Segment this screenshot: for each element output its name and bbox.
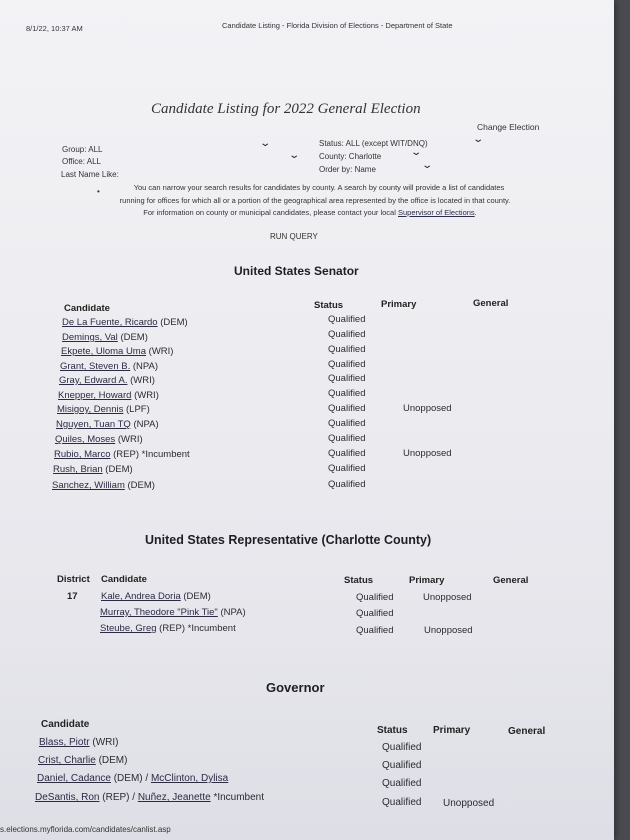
governor-status: Qualified: [382, 797, 422, 808]
senate-status: Qualified: [328, 448, 366, 459]
governor-status: Qualified: [382, 778, 422, 789]
governor-candidate[interactable]: Blass, Piotr (WRI): [39, 737, 119, 748]
senate-candidate-header: Candidate: [64, 303, 110, 314]
senate-status: Qualified: [328, 388, 366, 399]
senate-candidate[interactable]: Demings, Val (DEM): [62, 332, 148, 343]
house-candidate-header: Candidate: [101, 574, 147, 585]
last-name-label: Last Name Like:: [61, 170, 119, 179]
senate-candidate[interactable]: Sanchez, William (DEM): [52, 480, 155, 491]
supervisor-of-elections-link[interactable]: Supervisor of Elections: [397, 208, 475, 217]
senate-primary: Unopposed: [403, 448, 452, 459]
senate-candidate[interactable]: Knepper, Howard (WRI): [58, 390, 159, 401]
senate-section-title: United States Senator: [234, 264, 359, 278]
senate-primary: Unopposed: [403, 403, 452, 414]
governor-status: Qualified: [382, 742, 422, 753]
house-candidate[interactable]: Steube, Greg (REP) *Incumbent: [100, 623, 236, 634]
run-query-button[interactable]: RUN QUERY: [270, 232, 318, 241]
senate-primary-header: Primary: [381, 299, 417, 310]
house-district-header: District: [57, 574, 90, 585]
senate-status: Qualified: [328, 373, 366, 384]
print-footer-url: s.elections.myflorida.com/candidates/canlist.asp: [0, 825, 171, 834]
print-page-title: Candidate Listing - Florida Division of Elections - Department of State: [222, 21, 453, 30]
running-mate-link[interactable]: Nuñez, Jeanette: [137, 792, 211, 803]
house-status: Qualified: [356, 592, 394, 603]
order-by-filter[interactable]: Order by: Name: [319, 165, 376, 174]
house-section-title: United States Representative (Charlotte County): [145, 533, 432, 547]
governor-candidate[interactable]: Daniel, Cadance (DEM) / McClinton, Dylisa: [37, 773, 229, 784]
senate-candidate[interactable]: Misigoy, Dennis (LPF): [57, 404, 150, 415]
print-datetime: 8/1/22, 10:37 AM: [26, 24, 83, 33]
house-candidate[interactable]: Murray, Theodore "Pink Tie" (NPA): [100, 607, 246, 618]
house-primary: Unopposed: [424, 625, 473, 636]
note-line-3: [90, 208, 530, 217]
governor-candidate-header: Candidate: [41, 719, 90, 730]
senate-status: Qualified: [328, 359, 366, 370]
note-line-3-suffix: .: [474, 208, 477, 217]
house-primary: Unopposed: [423, 592, 472, 603]
senate-status: Qualified: [328, 403, 366, 414]
house-status: Qualified: [356, 625, 394, 636]
county-filter[interactable]: County: Charlotte: [319, 152, 382, 161]
house-primary-header: Primary: [409, 575, 445, 586]
governor-candidate[interactable]: DeSantis, Ron (REP) / Nuñez, Jeanette *Incumbent: [35, 792, 265, 803]
office-chevron-down-icon[interactable]: ⌄: [288, 150, 301, 161]
senate-status: Qualified: [328, 463, 366, 474]
office-filter[interactable]: Office: ALL: [62, 157, 101, 166]
county-chevron-down-icon[interactable]: ⌄: [410, 147, 423, 158]
house-district-number: 17: [67, 591, 78, 602]
senate-candidate[interactable]: Gray, Edward A. (WRI): [59, 375, 155, 386]
status-filter[interactable]: Status: ALL (except WIT/DNQ): [319, 139, 428, 148]
senate-candidate[interactable]: Grant, Steven B. (NPA): [60, 361, 159, 372]
running-mate-link[interactable]: McClinton, Dylisa: [150, 773, 229, 784]
governor-candidate[interactable]: Crist, Charlie (DEM): [38, 755, 128, 766]
governor-general-header: General: [508, 726, 546, 737]
note-line-2: running for offices for which all or a portion of the geographical area represented by the office is located in that county.: [119, 196, 511, 205]
order-by-chevron-down-icon[interactable]: ⌄: [421, 160, 434, 171]
group-filter[interactable]: Group: ALL: [62, 145, 103, 154]
senate-status-header: Status: [314, 300, 344, 311]
senate-candidate[interactable]: Rush, Brian (DEM): [53, 464, 133, 475]
senate-status: Qualified: [328, 314, 366, 325]
senate-status: Qualified: [328, 479, 366, 490]
note-bullet: •: [97, 187, 100, 196]
senate-candidate[interactable]: Nguyen, Tuan TQ (NPA): [56, 419, 159, 430]
house-general-header: General: [493, 575, 529, 586]
senate-general-header: General: [473, 298, 509, 309]
page-title: Candidate Listing for 2022 General Election: [151, 101, 421, 117]
note-line-1: You can narrow your search results for candidates by county. A search by county will provide a list of candidates: [133, 183, 505, 192]
governor-section-title: Governor: [266, 680, 325, 695]
change-election-link[interactable]: Change Election: [477, 122, 540, 132]
status-chevron-down-icon[interactable]: ⌄: [472, 134, 485, 145]
house-status: Qualified: [356, 608, 394, 619]
group-chevron-down-icon[interactable]: ⌄: [259, 138, 272, 149]
note-line-3-prefix: For information on county or municipal candidates, please contact your local: [143, 208, 396, 217]
senate-status: Qualified: [328, 418, 366, 429]
house-status-header: Status: [344, 575, 374, 586]
governor-primary-header: Primary: [433, 725, 471, 736]
senate-status: Qualified: [328, 344, 366, 355]
senate-status: Qualified: [328, 433, 366, 444]
senate-candidate[interactable]: Quiles, Moses (WRI): [55, 434, 143, 445]
governor-status: Qualified: [382, 760, 422, 771]
house-candidate[interactable]: Kale, Andrea Doria (DEM): [101, 591, 211, 602]
senate-status: Qualified: [328, 329, 366, 340]
governor-status-header: Status: [377, 725, 408, 736]
senate-candidate[interactable]: Ekpete, Uloma Uma (WRI): [61, 346, 174, 357]
senate-candidate[interactable]: Rubio, Marco (REP) *Incumbent: [54, 449, 190, 460]
governor-primary: Unopposed: [443, 798, 495, 809]
senate-candidate[interactable]: De La Fuente, Ricardo (DEM): [62, 317, 188, 328]
